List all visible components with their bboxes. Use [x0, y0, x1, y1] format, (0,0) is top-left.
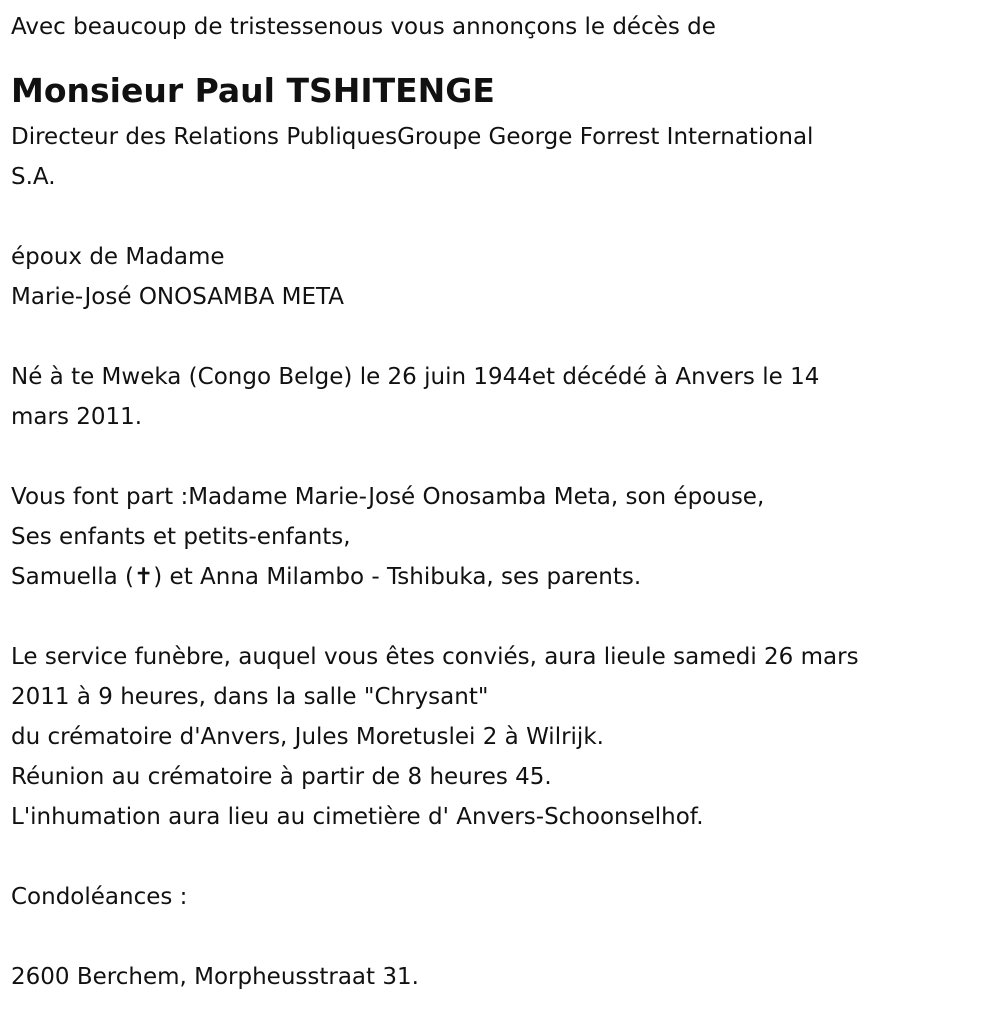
family-line: Ses enfants et petits-enfants,	[11, 524, 351, 550]
service-line: Le service funèbre, auquel vous êtes conviés, aura lieule samedi 26 mars	[11, 644, 859, 670]
intro-text: Avec beaucoup de tristessenous vous annonçons le décès de	[11, 14, 716, 40]
family-line: Vous font part :Madame Marie-José Onosamba Meta, son épouse,	[11, 484, 765, 510]
birth-death-line: Né à te Mweka (Congo Belge) le 26 juin 1944et décédé à Anvers le 14	[11, 364, 820, 390]
service-line: 2011 à 9 heures, dans la salle "Chrysant"	[11, 684, 489, 710]
spouse-line: époux de Madame	[11, 244, 225, 270]
position-line: S.A.	[11, 164, 56, 190]
service-line: Réunion au crématoire à partir de 8 heures 45.	[11, 764, 552, 790]
family-line: Samuella (✝) et Anna Milambo - Tshibuka, ses parents.	[11, 564, 642, 590]
address-line: 2600 Berchem, Morpheusstraat 31.	[11, 964, 419, 990]
deceased-name: Monsieur Paul TSHITENGE	[11, 71, 495, 110]
service-line: L'inhumation aura lieu au cimetière d' Anvers-Schoonselhof.	[11, 804, 704, 830]
position-line: Directeur des Relations PubliquesGroupe George Forrest International	[11, 124, 814, 150]
condolences-label: Condoléances :	[11, 884, 188, 910]
service-line: du crématoire d'Anvers, Jules Moretuslei 2 à Wilrijk.	[11, 724, 604, 750]
spouse-line: Marie-José ONOSAMBA META	[11, 284, 345, 310]
birth-death-line: mars 2011.	[11, 404, 143, 430]
